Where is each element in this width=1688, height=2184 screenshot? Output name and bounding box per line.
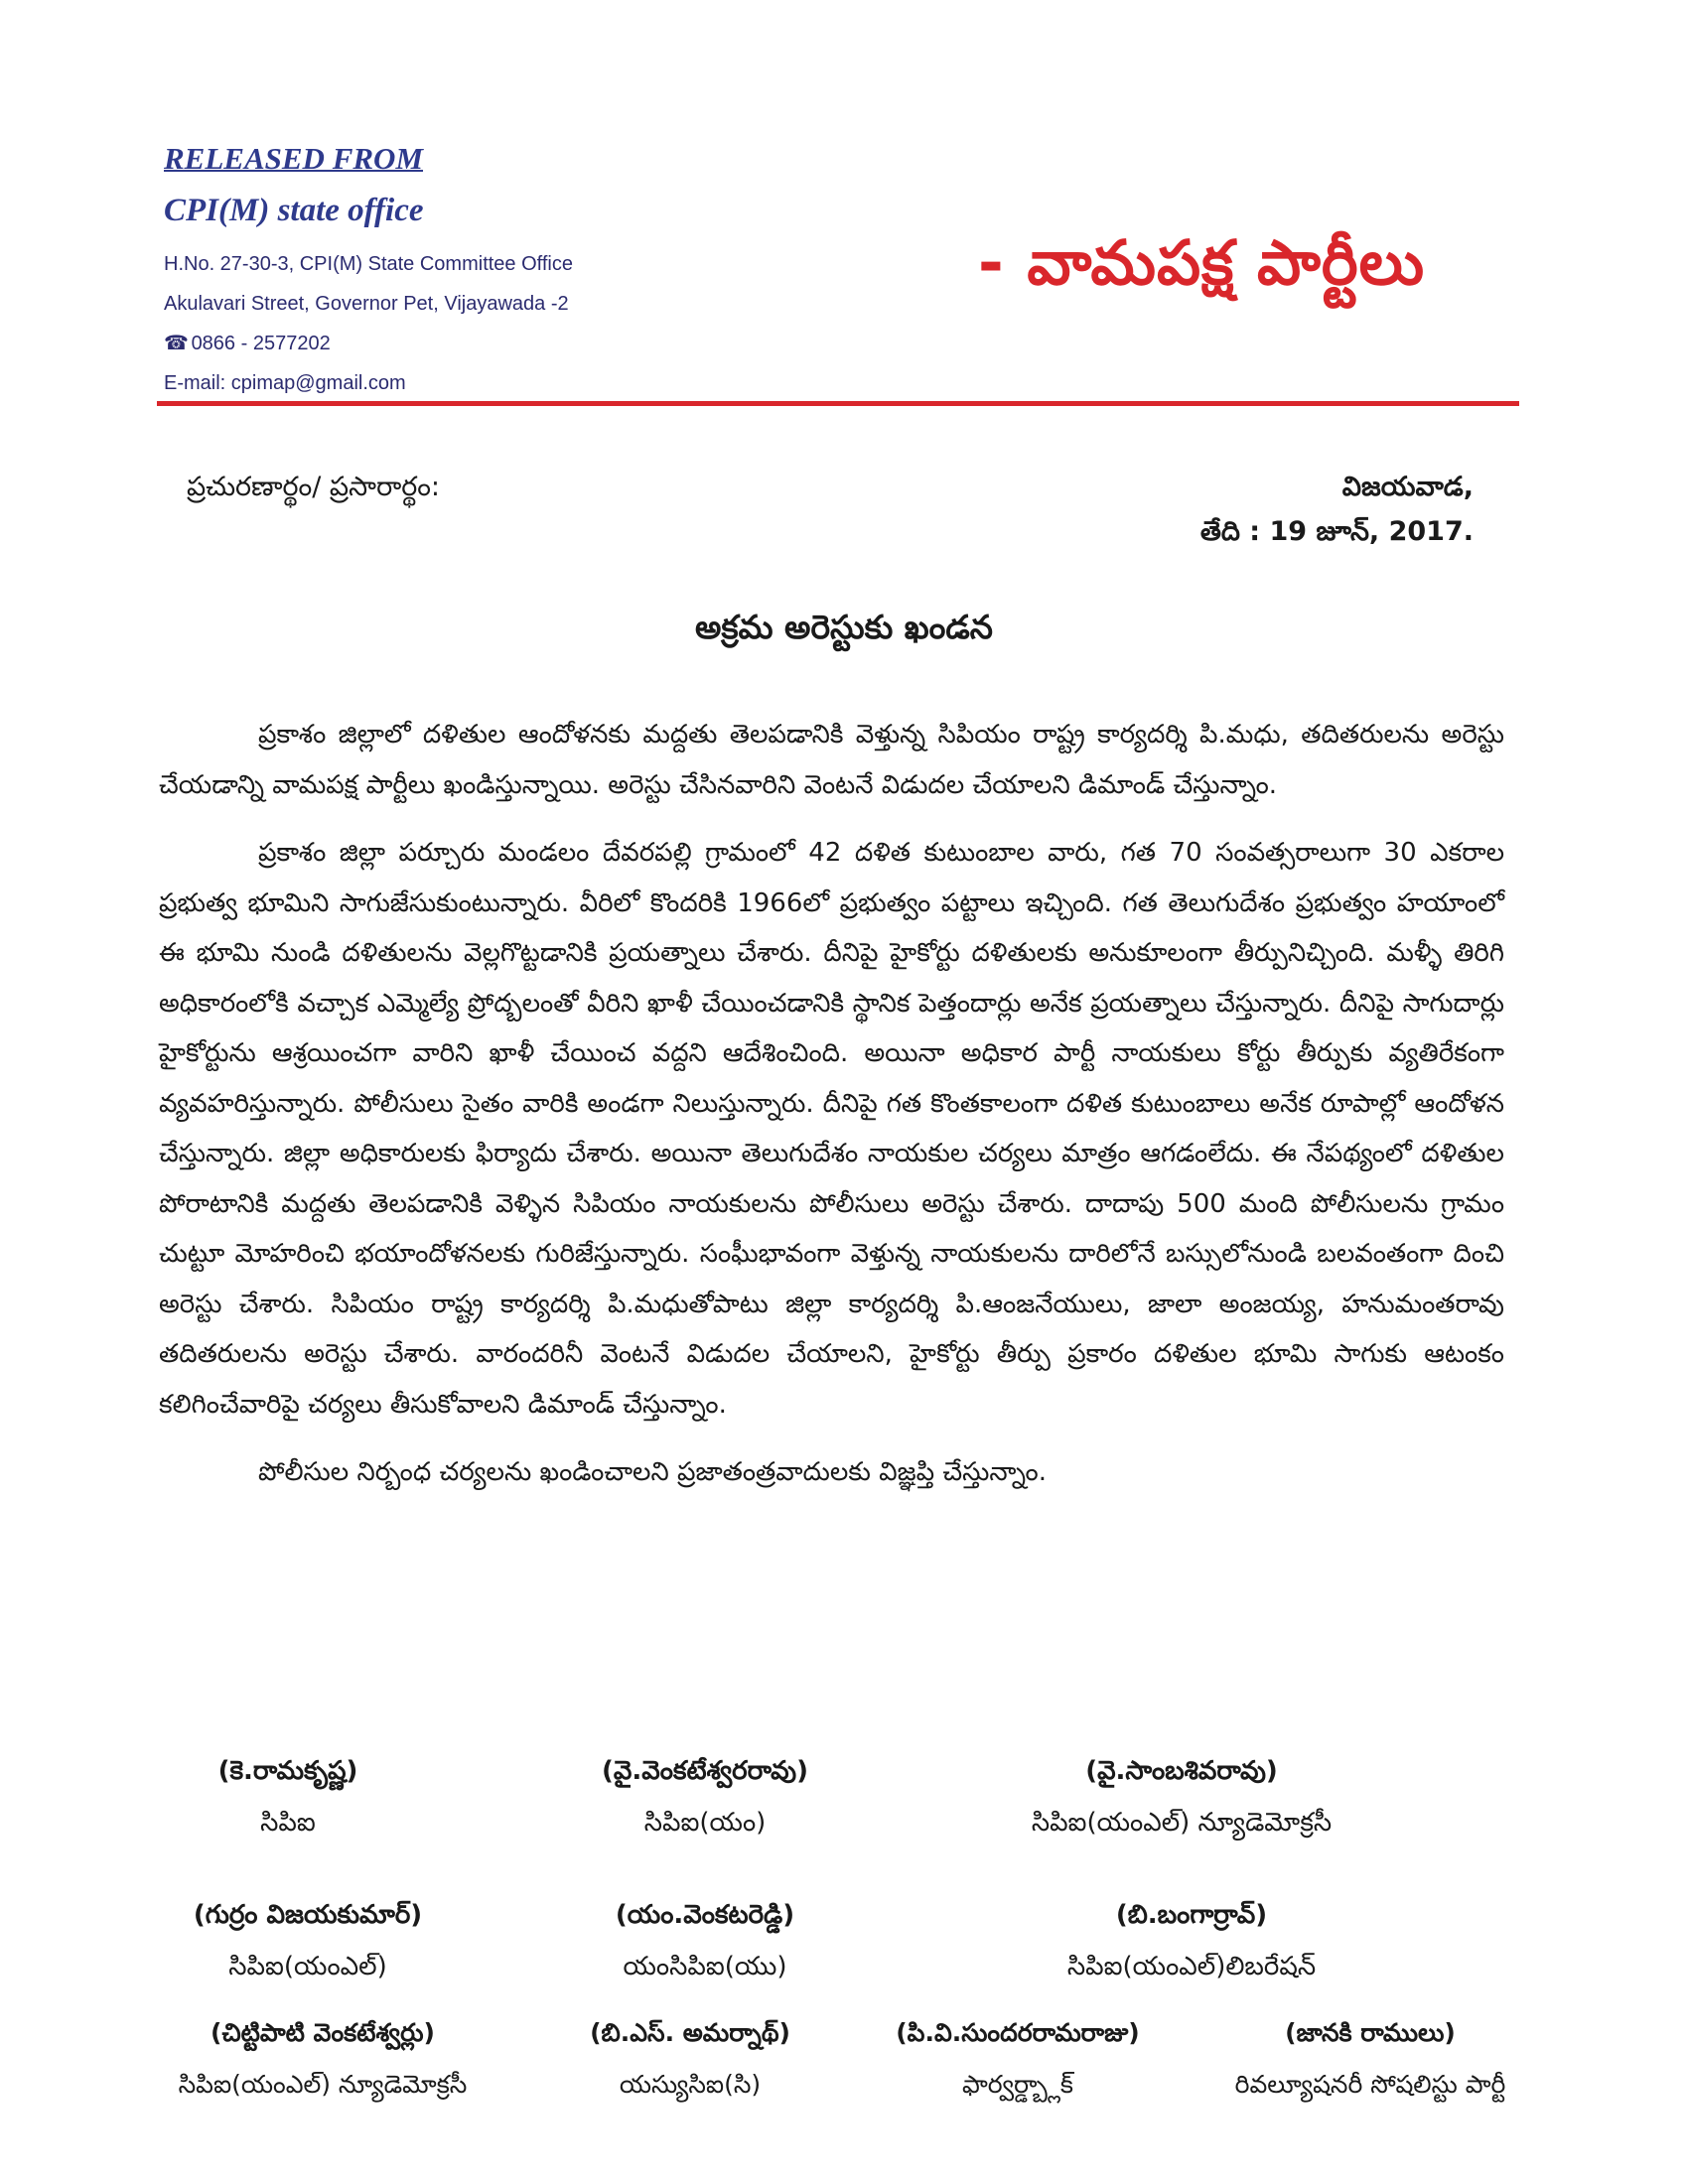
signatory-9	[849, 2007, 1187, 2111]
signatory-3	[953, 1745, 1410, 1848]
signatory-party: సిపిఐ	[260, 1808, 316, 1838]
party-title: - వామపక్ష పార్టీలు	[978, 226, 1426, 299]
signatory-party: సిపిఐ(యంఎల్)	[228, 1952, 387, 1981]
letterhead	[164, 139, 720, 403]
publication-note: ప్రచురణార్థం/ ప్రసారార్థం:	[187, 472, 441, 502]
header-divider	[157, 401, 1519, 406]
signatory-party: సిపిఐ(యంఎల్) న్యూడెమోక్రసీ	[1031, 1808, 1333, 1838]
phone-line	[164, 324, 720, 363]
signatory-6	[993, 1889, 1390, 1992]
signatory-1	[139, 1745, 437, 1848]
signatory-name: (బి.ఎస్. అమర్నాథ్)	[590, 2018, 790, 2047]
signatory-party: యంసిపిఐ(యు)	[623, 1952, 787, 1981]
address-line-2: Akulavari Street, Governor Pet, Vijayawada -2	[164, 293, 569, 315]
signatory-name: (గుర్రం విజయకుమార్)	[193, 1900, 423, 1930]
paragraph-1: ప్రకాశం జిల్లాలో దళితుల ఆందోళనకు మద్దతు తెలపడానికి వెళ్తున్న సిపియం రాష్ట్ర కార్యదర్శి పి.మధు, తదితరులను అరెస్టు చేయడాన్ని వామపక్ష పార్టీలు ఖండిస్తున్నాయి. అరెస్టు చేసినవారిని వెంటనే విడుదల చేయాలని డిమాండ్ చేస్తున్నాం.	[159, 720, 1504, 800]
email-line: E-mail: cpimap@gmail.com	[164, 372, 406, 394]
phone-icon: ☎	[164, 333, 189, 354]
signatory-name: (బి.బంగార్రావ్)	[1115, 1900, 1268, 1930]
signatory-name: (పి.వి.సుందరరామరాజు)	[896, 2018, 1140, 2047]
date: తేది : 19 జూన్, 2017.	[1199, 516, 1474, 547]
signatory-5	[536, 1889, 874, 1992]
phone-number: 0866 - 2577202	[191, 333, 331, 354]
paragraph-3: పోలీసుల నిర్బంధ చర్యలను ఖండించాలని ప్రజాతంత్రవాదులకు విజ్ఞప్తి చేస్తున్నాం.	[258, 1457, 1047, 1487]
body-text	[159, 710, 1504, 1516]
signatory-4	[129, 1889, 487, 1992]
released-from-heading: RELEASED FROM	[164, 141, 424, 176]
signatory-party: రివల్యూషనరీ సోషలిస్టు పార్టీ	[1234, 2070, 1506, 2099]
signatory-7	[109, 2007, 536, 2111]
document-title: అక్రమ అరెస్టుకు ఖండన	[695, 608, 993, 646]
signatory-party: సిపిఐ(యంఎల్) న్యూడెమోక్రసీ	[178, 2070, 468, 2099]
signatory-name: (చిట్టిపాటి వెంకటేశ్వర్లు)	[211, 2018, 435, 2047]
signatory-2	[516, 1745, 894, 1848]
address-line-1: H.No. 27-30-3, CPI(M) State Committee Office	[164, 253, 573, 275]
signatory-name: (యం.వెంకటరెడ్డి)	[615, 1900, 795, 1930]
place: విజయవాడ,	[1341, 472, 1474, 502]
signatory-party: సిపిఐ(యం)	[643, 1808, 767, 1838]
signatory-name: (జానకి రాములు)	[1285, 2018, 1456, 2047]
signatory-name: (వై.సాంబశివరావు)	[1085, 1756, 1278, 1786]
office-heading: CPI(M) state office	[164, 193, 424, 228]
signatory-name: (కె.రామకృష్ణ)	[217, 1756, 358, 1786]
signatory-party: సిపిఐ(యంఎల్)లిబరేషన్	[1066, 1952, 1317, 1981]
signatory-8	[546, 2007, 834, 2111]
paragraph-2: ప్రకాశం జిల్లా పర్చూరు మండలం దేవరపల్లి గ్రామంలో 42 దళిత కుటుంబాల వారు, గత 70 సంవత్సరాలుగా 30 ఎకరాల ప్రభుత్వ భూమిని సాగుజేసుకుంటున్నారు. వీరిలో కొందరికి 1966లో ప్రభుత్వం పట్టాలు ఇచ్చింది. గత తెలుగుదేశం ప్రభుత్వం హయాంలో ఈ భూమి నుండి దళితులను వెల్లగొట్టడానికి ప్రయత్నాలు చేశారు. దీనిపై హైకోర్టు దళితులకు అనుకూలంగా తీర్పునిచ్చింది. మళ్ళీ తిరిగి అధికారంలోకి వచ్చాక ఎమ్మెల్యే ప్రోద్బలంతో వీరిని ఖాళీ చేయించడానికి స్థానిక పెత్తందార్లు అనేక ప్రయత్నాలు చేస్తున్నారు. దీనిపై సాగుదార్లు హైకోర్టును ఆశ్రయించగా వారిని ఖాళీ చేయించ వద్దని ఆదేశించింది. అయినా అధికార పార్టీ నాయకులు కోర్టు తీర్పుకు వ్యతిరేకంగా వ్యవహరిస్తున్నారు. పోలీసులు సైతం వారికి అండగా నిలుస్తున్నారు. దీనిపై గత కొంతకాలంగా దళిత కుటుంబాలు అనేక రూపాల్లో ఆందోళన చేస్తున్నారు. జిల్లా అధికారులకు ఫిర్యాదు చేశారు. అయినా తెలుగుదేశం నాయకుల చర్యలు మాత్రం ఆగడంలేదు. ఈ నేపథ్యంలో దళితుల పోరాటానికి మద్దతు తెలపడానికి వెళ్ళిన సిపియం నాయకులను పోలీసులు అరెస్టు చేశారు. దాదాపు 500 మంది పోలీసులను గ్రామం చుట్టూ మోహరించి భయాందోళనలకు గురిజేస్తున్నారు. సంఘీభావంగా వెళ్తున్న నాయకులను దారిలోనే బస్సులోనుండి బలవంతంగా దించి అరెస్టు చేశారు. సిపియం రాష్ట్ర కార్యదర్శి పి.మధుతోపాటు జిల్లా కార్యదర్శి పి.ఆంజనేయులు, జాలా అంజయ్య, హనుమంతరావు తదితరులను అరెస్టు చేశారు. వారందరినీ వెంటనే విడుదల చేయాలని, హైకోర్టు తీర్పు ప్రకారం దళితుల భూమి సాగుకు ఆటంకం కలిగించేవారిపై చర్యలు తీసుకోవాలని డిమాండ్ చేస్తున్నాం.	[159, 838, 1504, 1420]
signatory-name: (వై.వెంకటేశ్వరరావు)	[602, 1756, 808, 1786]
signatory-party: ఫార్వర్డ్బ్లాక్	[962, 2070, 1073, 2099]
signatory-10	[1182, 2007, 1559, 2111]
signatory-party: యస్యుసిఐ(సి)	[619, 2070, 762, 2099]
